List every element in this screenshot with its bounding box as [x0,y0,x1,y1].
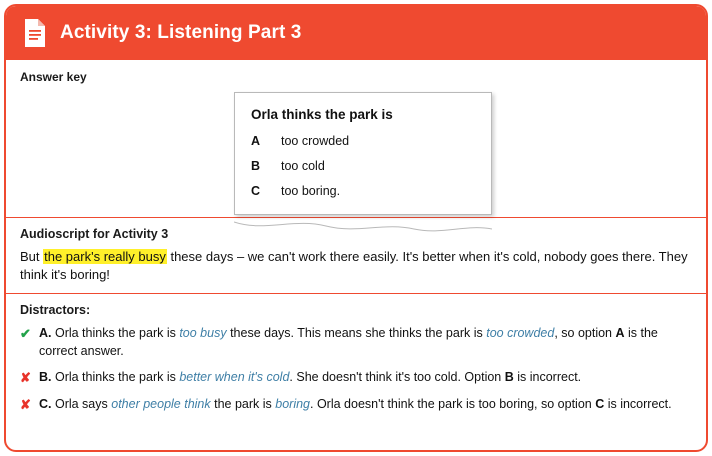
distractor-c-seg-4: . Orla doesn't think the park is too boring, so option [310,396,596,411]
distractor-b-seg-1: better when it's cold [179,370,290,385]
option-row-a[interactable] [251,134,475,148]
distractor-c-seg-3: boring [275,396,311,411]
audioscript-part-3: these days – we can't work there easily. It's better when it's cold, nobody goes there. They think it's boring! [20,249,688,282]
distractor-item-c [20,396,692,414]
distractor-letter-a: A. [39,326,52,341]
distractor-item-a [20,325,692,360]
distractor-c-seg-6: is incorrect. [604,396,672,411]
question-card [234,92,492,215]
audioscript-title: Audioscript for Activity 3 [20,227,169,241]
option-text-b: too cold [281,159,325,173]
distractor-c-seg-2: the park is [210,396,276,411]
answer-key-label: Answer key [20,70,87,84]
cross-icon: ✘ [20,396,31,412]
question-stem: Orla thinks the park is [251,107,393,122]
distractor-b-seg-0: Orla thinks the park is [51,370,180,385]
distractor-a-seg-6: is the correct answer. [39,326,658,358]
option-text-a: too crowded [281,134,350,148]
distractor-a-seg-5: A [615,326,625,341]
audioscript-highlight: the park's really busy [44,249,166,264]
answer-key-section [6,60,706,217]
distractor-b-seg-2: . She doesn't think it's too cold. Option [289,370,505,385]
distractor-c-seg-0: Orla says [51,396,112,411]
distractor-c-seg-1: other people think [111,396,211,411]
distractor-c-seg-5: C [595,396,605,411]
distractors-section [6,294,706,450]
distractor-a-seg-1: too busy [179,326,227,341]
option-letter-b: B [251,159,261,173]
distractor-a-seg-2: these days. This means she thinks the park is [226,326,487,341]
option-row-b[interactable] [251,159,475,173]
distractor-text-a [39,325,692,360]
cross-icon: ✘ [20,370,31,386]
option-letter-c: C [251,184,261,198]
torn-paper-edge [234,220,492,238]
distractors-title: Distractors: [20,303,91,318]
option-letter-a: A [251,134,261,148]
distractor-a-seg-0: Orla thinks the park is [51,326,180,341]
option-row-c[interactable] [251,184,475,198]
page-title: Activity 3: Listening Part 3 [60,22,302,43]
distractor-text-b [39,369,692,387]
distractor-letter-c: C. [39,396,52,411]
distractor-b-seg-4: is incorrect. [513,370,582,385]
distractor-text-c [39,396,692,414]
distractor-b-seg-3: B [504,370,514,385]
distractor-letter-b: B. [39,370,52,385]
activity-card [4,4,708,452]
activity-header [6,6,706,60]
audioscript-part-1: But [20,249,44,264]
document-icon [22,18,48,48]
audioscript-text [20,248,692,283]
distractor-item-b [20,369,692,387]
distractor-a-seg-3: too crowded [486,326,555,341]
option-text-c: too boring. [281,184,341,198]
check-icon: ✔ [20,326,31,342]
distractor-a-seg-4: , so option [554,326,616,341]
